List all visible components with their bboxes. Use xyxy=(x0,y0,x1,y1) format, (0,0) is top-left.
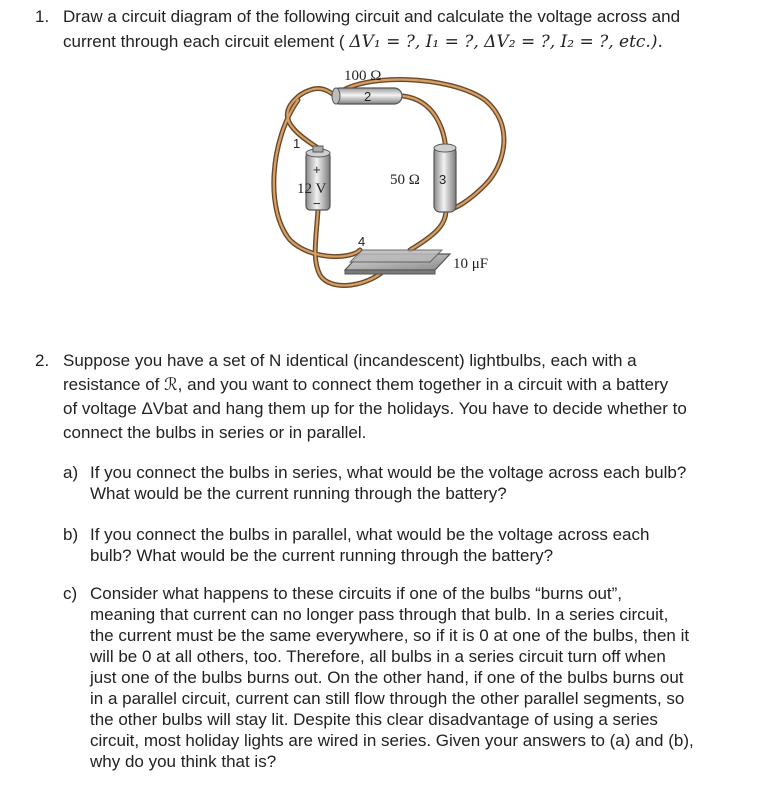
question-2-intro xyxy=(63,350,753,446)
question-1 xyxy=(35,6,49,28)
capacitor-value: 10 μF xyxy=(453,256,489,272)
part-b-label: b) xyxy=(63,525,79,544)
part-a xyxy=(90,462,760,504)
part-b xyxy=(90,524,760,566)
part-c-line: the current must be the same everywhere, so if it is 0 at one of the bulbs, then it xyxy=(90,626,690,645)
battery-value: 12 V xyxy=(297,181,327,197)
intro-line: of voltage ΔVbat and hang them up for the holidays. You have to decide whether to xyxy=(63,399,687,418)
circuit-figure xyxy=(250,60,530,320)
part-c-line: circuit, most holiday lights are wired in series. Given your answers to (a) and (b), xyxy=(90,731,694,750)
resistor-3-value: 50 Ω xyxy=(390,172,420,188)
part-c-line: will be 0 at all others, too. Therefore, all bulbs in a series circuit turn off when xyxy=(90,647,666,666)
intro-line: resistance of ℛ, and you want to connect them together in a circuit with a battery xyxy=(63,375,669,394)
question-1-line-2: current through each circuit element ( ΔV₁ = ?, I₁ = ?, ΔV₂ = ?, I₂ = ?, etc.). xyxy=(63,32,663,52)
part-c-line: why do you think that is? xyxy=(90,752,277,771)
question-1-number: 1. xyxy=(35,7,50,26)
part-a-label: a) xyxy=(63,463,79,482)
question-2-number: 2. xyxy=(35,351,50,370)
part-c-line: Consider what happens to these circuits if one of the bulbs “burns out”, xyxy=(90,584,623,603)
part-a-line: If you connect the bulbs in series, what would be the voltage across each bulb? xyxy=(90,463,687,482)
part-c-line: just one of the bulbs burns out. On the other hand, if one of the bulbs burns out xyxy=(90,668,684,687)
intro-line: connect the bulbs in series or in parallel. xyxy=(63,423,367,442)
resistor-2-value: 100 Ω xyxy=(344,68,382,84)
capacitor xyxy=(345,234,488,274)
resistor-2 xyxy=(332,68,402,104)
resistor-3-id: 3 xyxy=(439,172,447,187)
battery xyxy=(293,136,330,211)
capacitor-id: 4 xyxy=(358,234,366,249)
part-b-line: bulb? What would be the current running through the battery? xyxy=(90,546,554,565)
part-c-line: meaning that current can no longer pass through that bulb. In a series circuit, xyxy=(90,605,669,624)
resistor-2-id: 2 xyxy=(364,89,372,104)
part-c-label: c) xyxy=(63,584,78,603)
battery-id: 1 xyxy=(293,136,301,151)
part-a-line: What would be the current running through the battery? xyxy=(90,484,507,503)
battery-minus: − xyxy=(313,196,321,211)
intro-line: Suppose you have a set of N identical (incandescent) lightbulbs, each with a xyxy=(63,351,637,370)
resistor-3 xyxy=(390,144,456,212)
part-b-line: If you connect the bulbs in parallel, what would be the voltage across each xyxy=(90,525,650,544)
part-c-line: in a parallel circuit, current can still flow through the other parallel segments, so xyxy=(90,689,685,708)
battery-plus: + xyxy=(313,162,321,177)
part-c-line: the other bulbs will stay lit. Despite this clear disadvantage of using a series xyxy=(90,710,658,729)
part-c xyxy=(90,583,770,772)
circuit-illustration xyxy=(250,60,530,320)
wire-resistor3-to-capacitor xyxy=(410,210,446,250)
question-1-formula: ΔV₁ = ?, I₁ = ?, ΔV₂ = ?, I₂ = ?, etc.). xyxy=(349,32,663,52)
question-1-line-1: Draw a circuit diagram of the following circuit and calculate the voltage across and xyxy=(63,7,681,26)
